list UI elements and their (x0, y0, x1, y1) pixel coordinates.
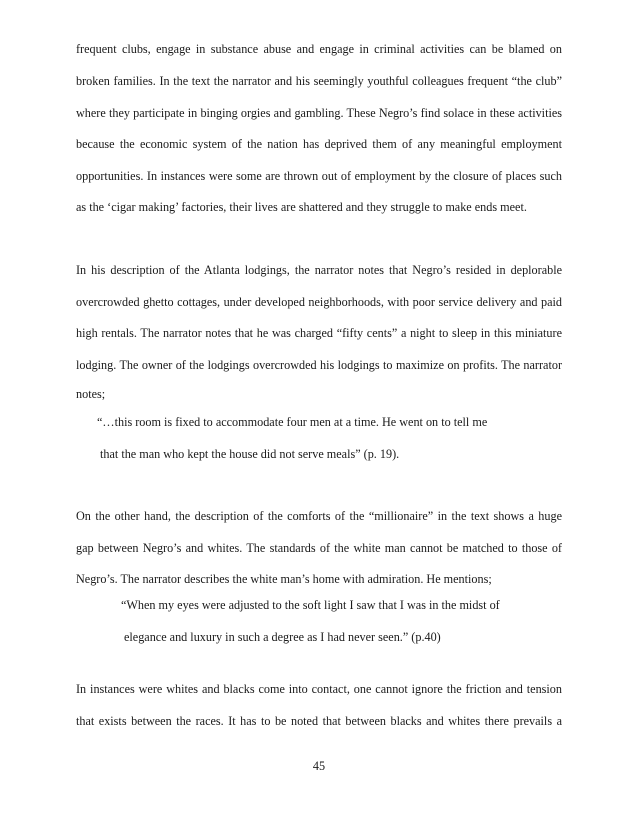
block-quote-1-line-2: that the man who kept the house did not serve meals” (p. 19). (100, 447, 400, 461)
paragraph-2-line-1: In his description of the Atlanta lodgings, the narrator notes that Negro’s resided in deplorable (76, 263, 562, 277)
paragraph-2-line-5: notes; (76, 387, 106, 401)
paragraph-2-line-2: overcrowded ghetto cottages, under developed neighborhoods, with poor service delivery and paid (76, 295, 562, 309)
paragraph-1-line-6: as the ‘cigar making’ factories, their lives are shattered and they struggle to make ends meet. (76, 200, 527, 214)
block-quote-1-line-1: “…this room is fixed to accommodate four men at a time. He went on to tell me (97, 415, 488, 429)
paragraph-2-line-3: high rentals. The narrator notes that he was charged “fifty cents” a night to sleep in this miniature (76, 326, 562, 340)
paragraph-3-line-3: Negro’s. The narrator describes the white man’s home with admiration. He mentions; (76, 572, 492, 586)
paragraph-1-line-4: because the economic system of the nation has deprived them of any meaningful employment (76, 137, 562, 151)
paragraph-3-line-2: gap between Negro’s and whites. The standards of the white man cannot be matched to those of (76, 541, 562, 555)
paragraph-1-line-2: broken families. In the text the narrator and his seemingly youthful colleagues frequent “the club” (76, 74, 562, 88)
paragraph-1-line-5: opportunities. In instances were some are thrown out of employment by the closure of places such (76, 169, 562, 183)
paragraph-1-line-1: frequent clubs, engage in substance abuse and engage in criminal activities can be blamed on (76, 42, 562, 56)
block-quote-2-line-1: “When my eyes were adjusted to the soft light I saw that I was in the midst of (121, 598, 500, 612)
paragraph-2-line-4: lodging. The owner of the lodgings overcrowded his lodgings to maximize on profits. The narrator (76, 358, 562, 372)
paragraph-4-line-2: that exists between the races. It has to be noted that between blacks and whites there prevails a (76, 714, 562, 728)
paragraph-4-line-1: In instances were whites and blacks come into contact, one cannot ignore the friction and tension (76, 682, 562, 696)
page-number: 45 (312, 759, 326, 773)
paragraph-3-line-1: On the other hand, the description of the comforts of the “millionaire” in the text shows a huge (76, 509, 562, 523)
paragraph-1-line-3: where they participate in binging orgies and gambling. These Negro’s find solace in these activities (76, 106, 562, 120)
block-quote-2-line-2: elegance and luxury in such a degree as I had never seen.” (p.40) (124, 630, 441, 644)
